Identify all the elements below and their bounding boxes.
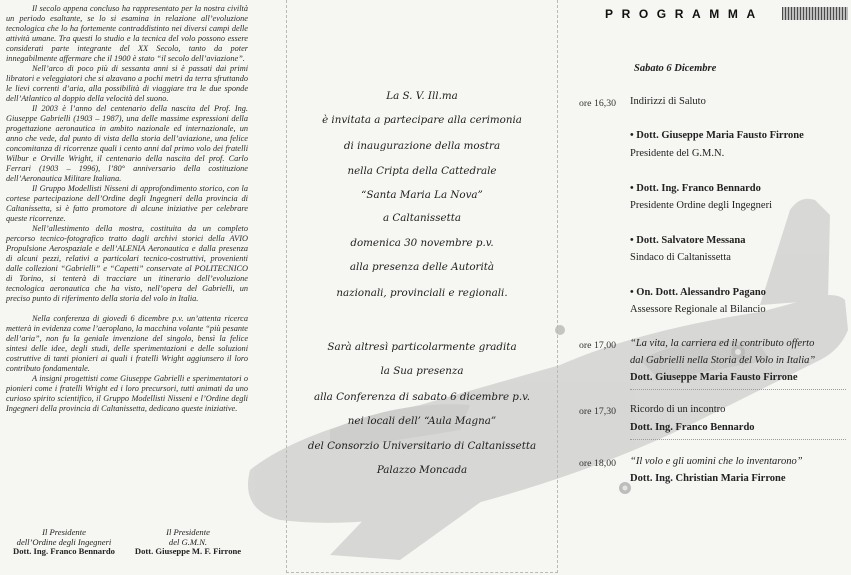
speaker-name: • Dott. Salvatore Messana xyxy=(630,235,746,246)
speaker-role: Presidente Ordine degli Ingegneri xyxy=(630,200,772,211)
invitation-line: La S. V. Ill.ma xyxy=(386,90,458,102)
talk-speaker: Dott. Giuseppe Maria Fausto Firrone xyxy=(630,372,798,383)
intro-paragraph: Il Gruppo Modellisti Nisseni di approfondimento storico, con la cortese partecipazione dell’Ordine degli Ingegneri della provincia di Caltanissetta, si è fatto promotore di alcune iniziative per celebrare queste ricorrenze. xyxy=(6,184,248,223)
invitation-line: nella Cripta della Cattedrale xyxy=(347,165,497,177)
invitation-line: alla Conferenza di sabato 6 dicembre p.v. xyxy=(313,391,531,403)
programma-title: PROGRAMMA xyxy=(605,7,764,21)
intro-paragraph: A insigni progettisti come Giuseppe Gabrielli e sperimentatori o pionieri come i fratelli Wright ed i loro precursori, tutti animati da uno curioso spirito scientifico, il Gruppo Modellisti Nisseni e l’Ordine degli Ingegneri della provincia di Caltanissetta, dedicano queste iniziative. xyxy=(6,374,248,413)
invitation-line: Sarà altresì particolarmente gradita xyxy=(327,341,517,353)
talk-title: “La vita, la carriera ed il contributo offerto xyxy=(630,338,815,349)
speaker-name: • On. Dott. Alessandro Pagano xyxy=(630,287,766,298)
signature-gmn: Il Presidente del G.M.N. Dott. Giuseppe M. F. Firrone xyxy=(134,527,242,556)
invitation-line: “Santa Maria La Nova” xyxy=(361,189,483,201)
invitation-line: nei locali dell’ “Aula Magna” xyxy=(347,415,497,427)
schedule-time: ore 17,00 xyxy=(579,340,617,351)
talk-title: dal Gabrielli nella Storia del Volo in Italia” xyxy=(630,355,816,366)
schedule-time: ore 17,30 xyxy=(579,406,617,417)
intro-paragraph: Nell’allestimento della mostra, costituita da un completo percorso tecnico-fotografico tratto dagli archivi storici della AVIO Propulsione Aerospaziale e dell’ALENIA Aeronautica e dalla presenza di alcuni pezzi, relativi a particolari tecnico-costruttivi, provenienti dalle collezioni “Gabrielli” e “Capetti” conservate al POLITECNICO di Torino, si tenterà di tracciare un itinerario dell’evoluzione tecnologica aeronautica che ha visto, nell’opera del Gabrielli, un preciso punto di riferimento della storia del volo in Italia. xyxy=(6,224,248,303)
talk-title: Ricordo di un incontro xyxy=(630,404,726,415)
invitation-line: domenica 30 novembre p.v. xyxy=(350,237,494,249)
speaker-role: Assessore Regionale al Bilancio xyxy=(630,304,766,315)
schedule-title: Indirizzi di Saluto xyxy=(630,96,706,107)
speaker-name: • Dott. Giuseppe Maria Fausto Firrone xyxy=(630,130,804,141)
talk-speaker: Dott. Ing. Franco Bennardo xyxy=(630,422,755,433)
speaker-name: • Dott. Ing. Franco Bennardo xyxy=(630,183,761,194)
intro-text-column xyxy=(6,4,248,414)
talk-speaker: Dott. Ing. Christian Maria Firrone xyxy=(630,473,786,484)
intro-paragraph: Nell’arco di poco più di sessanta anni si è passati dai primi libratori e veleggiatori che si alzavano a pochi metri da terra sfruttando le lievi correnti d’aria, alla possibilità di viaggiare tra le due sponde dell’Atlantico al doppio della velocità del suono. xyxy=(6,64,248,103)
invitation-line: del Consorzio Universitario di Caltanissetta xyxy=(307,440,537,452)
schedule-time: ore 18,00 xyxy=(579,458,617,469)
intro-paragraph: Nella conferenza di giovedì 6 dicembre p.v. un’attenta ricerca metterà in evidenza come l’aeroplano, la macchina volante “più pesante dell’aria”, non fu la geniale invenzione del singolo, bensì la felice sintesi delle idee, degli studi, delle sperimentazioni e delle soluzioni costruttive di tanti pionieri ai quali i fratelli Wright aggiunsero il loro contributo fondamentale. xyxy=(6,314,248,373)
schedule-time: ore 16,30 xyxy=(579,98,617,109)
dotted-separator xyxy=(630,389,846,390)
intro-paragraph: Il 2003 è l’anno del centenario della nascita del Prof. Ing. Giuseppe Gabrielli (1903 – 1987), una delle massime espressioni della progettazione aeronautica in ambito nazionale ed internazionale, un anno che vede, dal punto di vista della storia dell’aviazione, una felice concomitanza di ricorrenze quali i cento anni dal primo volo dei fratelli Wilbur e Orville Wright, il centenario della nascita del prof. Carlo Ferrari (1903 – 1996), l’80° anniversario della costituzione dell’Aeronautica Militare Italiana. xyxy=(6,104,248,183)
speaker-role: Presidente del G.M.N. xyxy=(630,148,725,159)
talk-title: “Il volo e gli uomini che lo inventarono” xyxy=(630,456,803,467)
invitation-line: Palazzo Moncada xyxy=(376,464,468,476)
invitation-line: a Caltanissetta xyxy=(382,212,461,224)
title-decoration-bar xyxy=(782,7,848,20)
programma-date: Sabato 6 Dicembre xyxy=(634,63,717,74)
invitation-line: nazionali, provinciali e regionali. xyxy=(336,287,508,299)
speaker-role: Sindaco di Caltanissetta xyxy=(630,252,731,263)
invitation-line: la Sua presenza xyxy=(380,365,464,377)
intro-paragraph: Il secolo appena concluso ha rappresentato per la nostra civiltà un periodo esaltante, se lo si esamina in relazione all’evoluzione tecnologica che lo ha fortemente contraddistinto nei diversi campi delle attività umane. Tra questi lo studio e la tecnica del volo possono essere considerati parte integrante del XX Secolo, tanto da poter innegabilmente affermare che il 1900 è stato “il secolo dell’aviazione”. xyxy=(6,4,248,63)
invitation-line: è invitata a partecipare alla cerimonia xyxy=(322,114,522,126)
dotted-separator xyxy=(630,439,846,440)
invitation-line: di inaugurazione della mostra xyxy=(343,140,501,152)
invitation-line: alla presenza delle Autorità xyxy=(349,261,495,273)
signature-ordine-ingegneri: Il Presidente dell’Ordine degli Ingegneri Dott. Ing. Franco Bennardo xyxy=(13,527,115,556)
